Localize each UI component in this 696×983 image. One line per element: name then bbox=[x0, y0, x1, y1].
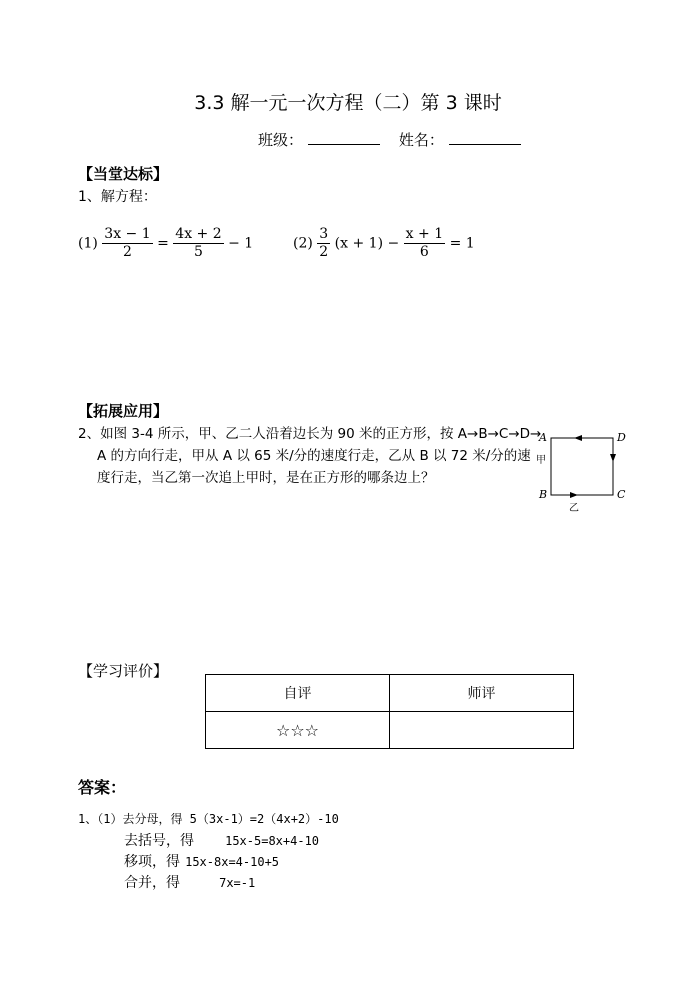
q2-line-2: A 的方向行走，甲从 A 以 65 米/分的速度行走，乙从 B 以 72 米/分的速 bbox=[97, 448, 531, 464]
arrow-right-icon bbox=[570, 492, 578, 498]
class-blank bbox=[308, 130, 380, 145]
answer-line-4 bbox=[124, 872, 255, 892]
answer-line-4-label: 合并，得 bbox=[124, 875, 180, 891]
name-label: 姓名： bbox=[398, 131, 444, 149]
arrow-left-icon bbox=[574, 435, 582, 441]
eq2-fraction bbox=[404, 226, 445, 261]
answer-line-2-label: 去括号，得 bbox=[124, 833, 194, 849]
answer-line-3-value: 15x-8x=4-10+5 bbox=[185, 855, 280, 869]
section-evaluation: 【学习评价】 bbox=[78, 662, 169, 680]
label-b: B bbox=[539, 488, 548, 501]
answer-line-4-value: 7x=-1 bbox=[219, 876, 256, 890]
answer-line-1: 1、（1）去分母，得 5（3x-1）=2（4x+2）-10 bbox=[78, 812, 339, 826]
student-info bbox=[258, 129, 521, 150]
eq1-rhs-fraction bbox=[173, 226, 223, 261]
header-teacher: 师评 bbox=[390, 675, 574, 712]
answer-line-3-label: 移项，得 bbox=[124, 854, 180, 870]
table-row bbox=[206, 712, 574, 749]
label-yi: 乙 bbox=[569, 503, 579, 514]
self-rating-stars: ☆☆☆ bbox=[206, 712, 390, 749]
label-a: A bbox=[539, 431, 547, 444]
eq2-coef-numerator: 3 bbox=[319, 226, 329, 242]
square-outline bbox=[551, 438, 613, 495]
q2-line-1: 2、如图 3-4 所示，甲、乙二人沿着边长为 90 米的正方形，按 A→B→C→D→ bbox=[78, 426, 542, 442]
eq2-tail: = 1 bbox=[449, 235, 475, 252]
table-header-row bbox=[206, 675, 574, 712]
equation-2 bbox=[293, 226, 475, 261]
answer-line-3 bbox=[124, 851, 279, 871]
eq1-lhs-fraction bbox=[102, 226, 152, 261]
eq2-numerator: x + 1 bbox=[405, 226, 444, 242]
label-d: D bbox=[617, 431, 626, 444]
q1-prompt: 1、解方程： bbox=[78, 189, 157, 205]
evaluation-table bbox=[205, 674, 574, 749]
eq2-denominator: 6 bbox=[419, 244, 429, 260]
eq1-tail: − 1 bbox=[228, 235, 254, 252]
answer-line-2-value: 15x-5=8x+4-10 bbox=[225, 834, 320, 848]
class-label: 班级： bbox=[258, 131, 304, 149]
section-extend: 【拓展应用】 bbox=[78, 402, 169, 420]
header-self: 自评 bbox=[206, 675, 390, 712]
eq2-label: (2) bbox=[293, 235, 313, 252]
eq2-mid: (x + 1) − bbox=[334, 235, 400, 252]
section-answers: 答案： bbox=[78, 778, 127, 797]
arrow-up-icon bbox=[610, 454, 616, 462]
eq1-lhs-denominator: 2 bbox=[123, 244, 132, 260]
name-blank bbox=[449, 130, 521, 145]
equation-1: (1) $\frac{3x - 1}{2}$ = $\frac{4x + 2}{5}$ − 1 bbox=[78, 226, 254, 260]
eq1-rhs-denominator: 5 bbox=[193, 244, 203, 260]
eq1-rhs-numerator: 4x + 2 bbox=[175, 226, 222, 242]
eq1-label: (1) bbox=[78, 235, 98, 252]
label-c: C bbox=[617, 488, 626, 501]
label-jia: 甲 bbox=[536, 455, 546, 466]
q2-line-3: 度行走，当乙第一次追上甲时，是在正方形的哪条边上？ bbox=[97, 470, 435, 486]
eq2-coef-denominator: 2 bbox=[319, 244, 329, 260]
answer-line-2 bbox=[124, 830, 319, 850]
eq1-lhs-numerator: 3x − 1 bbox=[104, 226, 151, 242]
eq2-coef-fraction bbox=[317, 226, 330, 261]
section-practice: 【当堂达标】 bbox=[78, 165, 169, 183]
page-title: 3.3 解一元一次方程（二）第 3 课时 bbox=[194, 92, 502, 114]
teacher-rating-cell bbox=[390, 712, 574, 749]
square-diagram bbox=[536, 428, 636, 514]
